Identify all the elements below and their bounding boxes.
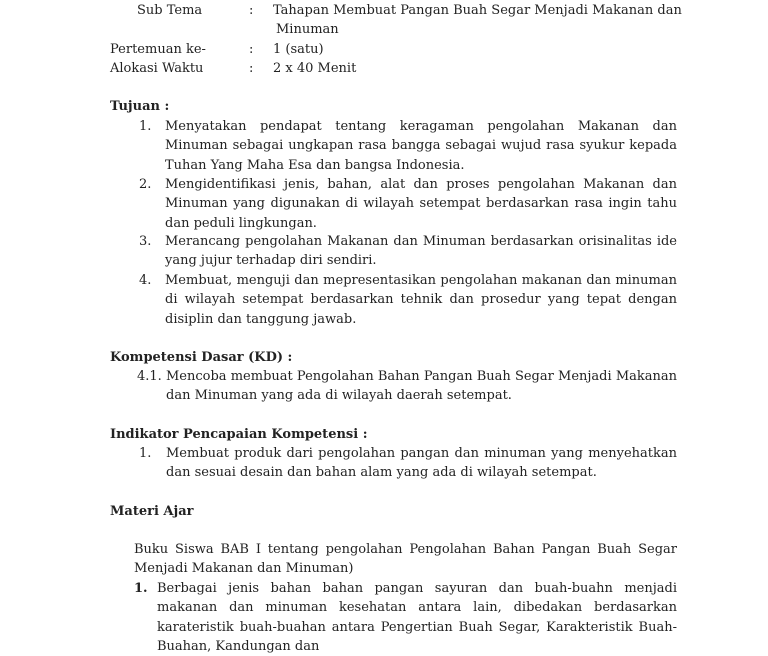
tujuan-item-text: Membuat, menguji dan mepresentasikan pengolahan makanan dan minuman di wilayah setempat berdasarkan tehnik dan prosedur yang tepat dengan disiplin dan tanggung jawab. xyxy=(165,273,677,327)
alokasi-label: Alokasi Waktu xyxy=(110,61,204,76)
sub-tema-value-line1: Tahapan Membuat Pangan Buah Segar Menjadi Makanan dan xyxy=(273,3,682,18)
tujuan-item-number: 1. xyxy=(139,119,152,134)
materi-item-number: 1. xyxy=(134,581,148,596)
sub-tema-value-line2: Minuman xyxy=(276,22,339,37)
indikator-number: 1. xyxy=(139,446,152,461)
tujuan-item-text: Menyatakan pendapat tentang keragaman pengolahan Makanan dan Minuman sebagai ungkapan rasa bangga sebagai wujud rasa syukur kepada Tuhan Yang Maha Esa dan bangsa Indonesia. xyxy=(165,119,677,173)
pertemuan-label: Pertemuan ke- xyxy=(110,42,206,57)
tujuan-item-text: Mengidentifikasi jenis, bahan, alat dan proses pengolahan Makanan dan Minuman yang digunakan di wilayah setempat berdasarkan rasa ingin tahu dan peduli lingkungan. xyxy=(165,177,677,231)
sub-tema-label: Sub Tema xyxy=(137,3,203,18)
tujuan-heading: Tujuan : xyxy=(110,99,170,114)
pertemuan-colon: : xyxy=(249,42,254,57)
materi-intro: Buku Siswa BAB I tentang pengolahan Pengolahan Bahan Pangan Buah Segar Menjadi Makanan dan Minuman) xyxy=(134,542,677,577)
sub-tema-colon: : xyxy=(249,3,254,18)
tujuan-item-text: Merancang pengolahan Makanan dan Minuman berdasarkan orisinalitas ide yang jujur terhadap diri sendiri. xyxy=(165,234,677,269)
indikator-heading: Indikator Pencapaian Kompetensi : xyxy=(110,427,368,442)
kd-number: 4.1. xyxy=(137,369,162,384)
pertemuan-value: 1 (satu) xyxy=(273,42,324,57)
tujuan-item-number: 3. xyxy=(139,234,152,249)
kd-text: Mencoba membuat Pengolahan Bahan Pangan Buah Segar Menjadi Makanan dan Minuman yang ada di wilayah daerah setempat. xyxy=(166,369,677,404)
alokasi-colon: : xyxy=(249,61,254,76)
tujuan-item-number: 4. xyxy=(139,273,152,288)
tujuan-item-number: 2. xyxy=(139,177,152,192)
alokasi-value: 2 x 40 Menit xyxy=(273,61,357,76)
kd-heading: Kompetensi Dasar (KD) : xyxy=(110,350,293,365)
materi-heading: Materi Ajar xyxy=(110,504,194,519)
indikator-text: Membuat produk dari pengolahan pangan dan minuman yang menyehatkan dan sesuai desain dan bahan alam yang ada di wilayah setempat. xyxy=(166,446,677,481)
materi-item-text: Berbagai jenis bahan bahan pangan sayuran dan buah-buahn menjadi makanan dan minuman kesehatan antara lain, dibedakan berdasarkan karateristik buah-buahan antara Pengertian Buah Segar, Karakteristik Buah-Buahan, Kandungan dan xyxy=(157,581,677,654)
